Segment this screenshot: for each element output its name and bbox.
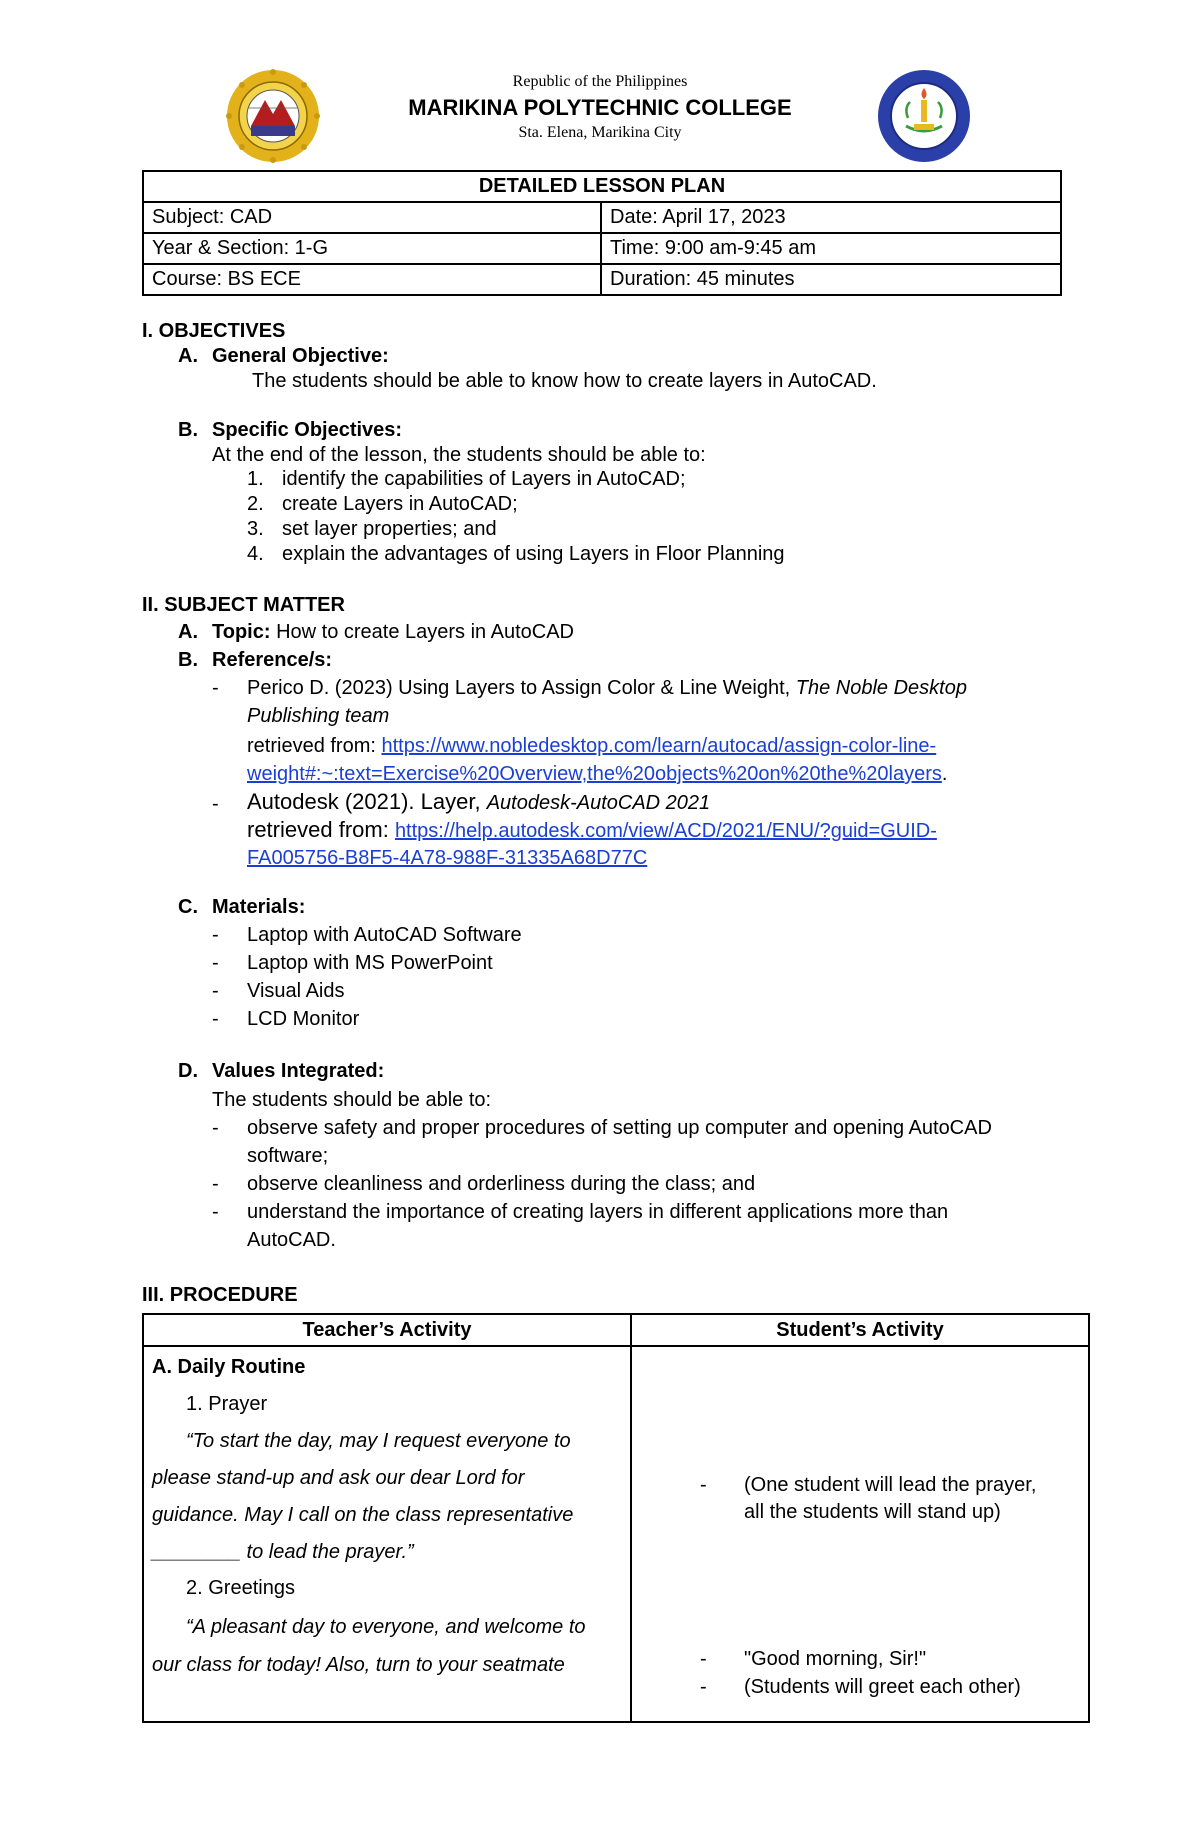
college-name: MARIKINA POLYTECHNIC COLLEGE bbox=[408, 95, 792, 120]
specific-objectives-intro: At the end of the lesson, the students should be able to: bbox=[212, 444, 706, 466]
student-activity-header: Student’s Activity bbox=[631, 1314, 1089, 1346]
info-cell: Subject: CAD bbox=[143, 202, 601, 233]
list-item: create Layers in AutoCAD; bbox=[282, 493, 518, 515]
teacher-activity-cell bbox=[143, 1346, 631, 1722]
student-greeting: "Good morning, Sir!" bbox=[744, 1648, 927, 1670]
list-label: A. bbox=[178, 621, 198, 643]
info-cell: Year & Section: 1-G bbox=[143, 233, 601, 264]
list-label: A. bbox=[178, 345, 198, 367]
reference-1 bbox=[247, 676, 967, 700]
student-greeting: (Students will greet each other) bbox=[744, 1676, 1021, 1698]
list-number: 4. bbox=[247, 543, 264, 565]
reference-2-retrieved bbox=[247, 818, 937, 843]
prayer-title: 1. Prayer bbox=[186, 1393, 268, 1415]
list-number: 3. bbox=[247, 518, 264, 540]
list-label: C. bbox=[178, 896, 198, 918]
reference-1-retrieved bbox=[247, 734, 936, 758]
value-item-cont: software; bbox=[247, 1145, 329, 1167]
value-item: observe cleanliness and orderliness during the class; and bbox=[247, 1173, 756, 1195]
student-prayer-line: (One student will lead the prayer, bbox=[744, 1474, 1037, 1496]
reference-2-link[interactable]: https://help.autodesk.com/view/ACD/2021/ENU/?guid=GUID- bbox=[394, 820, 937, 842]
material-item: Laptop with MS PowerPoint bbox=[247, 952, 493, 974]
bullet-dash: - bbox=[700, 1474, 707, 1496]
list-label: B. bbox=[178, 649, 198, 671]
references-title: Reference/s: bbox=[212, 649, 333, 671]
bullet-dash: - bbox=[212, 677, 219, 699]
list-label: D. bbox=[178, 1060, 198, 1082]
bullet-dash: - bbox=[700, 1648, 707, 1670]
value-item-cont: AutoCAD. bbox=[247, 1229, 336, 1251]
procedure-table bbox=[142, 1313, 1090, 1723]
lesson-info-table bbox=[142, 170, 1062, 296]
student-activity-cell bbox=[631, 1346, 1089, 1722]
info-cell: Time: 9:00 am-9:45 am bbox=[601, 233, 1061, 264]
reference-1-link-cont[interactable]: weight#:~:text=Exercise%20Overview,the%20objects%20on%20the%20layers bbox=[247, 763, 942, 785]
period: . bbox=[941, 763, 948, 785]
material-item: Laptop with AutoCAD Software bbox=[247, 924, 522, 946]
reference-1-publisher-cont: Publishing team bbox=[247, 705, 390, 727]
bullet-dash: - bbox=[212, 1008, 219, 1030]
reference-2-link-line2 bbox=[247, 846, 647, 870]
values-intro: The students should be able to: bbox=[212, 1089, 492, 1111]
bullet-dash: - bbox=[700, 1676, 707, 1698]
daily-routine-title: A. Daily Routine bbox=[152, 1356, 306, 1378]
student-prayer-line: all the students will stand up) bbox=[744, 1501, 1001, 1523]
values-title: Values Integrated: bbox=[212, 1060, 385, 1082]
retrieved-label: retrieved from: bbox=[247, 817, 395, 842]
info-cell: Date: April 17, 2023 bbox=[601, 202, 1061, 233]
college-address: Sta. Elena, Marikina City bbox=[518, 124, 682, 141]
prayer-line: “To start the day, may I request everyone to bbox=[186, 1430, 571, 1452]
bullet-dash: - bbox=[212, 1173, 219, 1195]
general-objective-title: General Objective: bbox=[212, 345, 389, 367]
reference-2-link-cont[interactable]: FA005756-B8F5-4A78-988F-31335A68D77C bbox=[247, 847, 648, 869]
value-item: observe safety and proper procedures of setting up computer and opening AutoCAD bbox=[247, 1117, 992, 1139]
info-cell: Duration: 45 minutes bbox=[601, 264, 1061, 295]
materials-title: Materials: bbox=[212, 896, 306, 918]
topic-text: How to create Layers in AutoCAD bbox=[276, 621, 574, 643]
bullet-dash: - bbox=[212, 924, 219, 946]
bullet-dash: - bbox=[212, 1117, 219, 1139]
bullet-dash: - bbox=[212, 980, 219, 1002]
greetings-line: our class for today! Also, turn to your seatmate bbox=[152, 1654, 565, 1676]
info-cell: Course: BS ECE bbox=[143, 264, 601, 295]
topic-line bbox=[212, 620, 574, 644]
list-item: explain the advantages of using Layers in Floor Planning bbox=[282, 543, 785, 565]
list-number: 1. bbox=[247, 468, 264, 490]
topic-title: Topic: bbox=[212, 621, 271, 643]
list-item: identify the capabilities of Layers in AutoCAD; bbox=[282, 468, 686, 490]
material-item: LCD Monitor bbox=[247, 1008, 360, 1030]
reference-1-text: Perico D. (2023) Using Layers to Assign Color & Line Weight, bbox=[247, 677, 796, 699]
reference-2 bbox=[247, 790, 710, 815]
lesson-plan-title: DETAILED LESSON PLAN bbox=[143, 171, 1061, 202]
bullet-dash: - bbox=[212, 1201, 219, 1223]
retrieved-label: retrieved from: bbox=[247, 735, 382, 757]
specific-objectives-title: Specific Objectives: bbox=[212, 419, 403, 441]
greetings-line: “A pleasant day to everyone, and welcome to bbox=[186, 1616, 586, 1638]
reference-2-publisher: Autodesk-AutoCAD 2021 bbox=[486, 792, 711, 814]
procedure-heading: III. PROCEDURE bbox=[142, 1284, 298, 1306]
reference-2-text: Autodesk (2021). Layer, bbox=[247, 789, 487, 814]
list-number: 2. bbox=[247, 493, 264, 515]
list-label: B. bbox=[178, 419, 198, 441]
bullet-dash: - bbox=[212, 952, 219, 974]
objectives-heading: I. OBJECTIVES bbox=[142, 320, 286, 342]
republic-line: Republic of the Philippines bbox=[512, 73, 688, 90]
reference-1-link-line2 bbox=[247, 762, 947, 786]
prayer-line: please stand-up and ask our dear Lord for bbox=[152, 1467, 525, 1489]
bullet-dash: - bbox=[212, 793, 219, 815]
prayer-line: ________ to lead the prayer.” bbox=[152, 1541, 414, 1563]
subject-matter-heading: II. SUBJECT MATTER bbox=[142, 594, 345, 616]
prayer-line: guidance. May I call on the class representative bbox=[152, 1504, 574, 1526]
list-item: set layer properties; and bbox=[282, 518, 497, 540]
general-objective-text: The students should be able to know how to create layers in AutoCAD. bbox=[252, 370, 877, 392]
material-item: Visual Aids bbox=[247, 980, 345, 1002]
teacher-activity-header: Teacher’s Activity bbox=[143, 1314, 631, 1346]
reference-1-publisher: The Noble Desktop bbox=[795, 677, 967, 699]
value-item: understand the importance of creating layers in different applications more than bbox=[247, 1201, 949, 1223]
greetings-title: 2. Greetings bbox=[186, 1577, 295, 1599]
reference-1-link[interactable]: https://www.nobledesktop.com/learn/autocad/assign-color-line- bbox=[381, 735, 937, 757]
